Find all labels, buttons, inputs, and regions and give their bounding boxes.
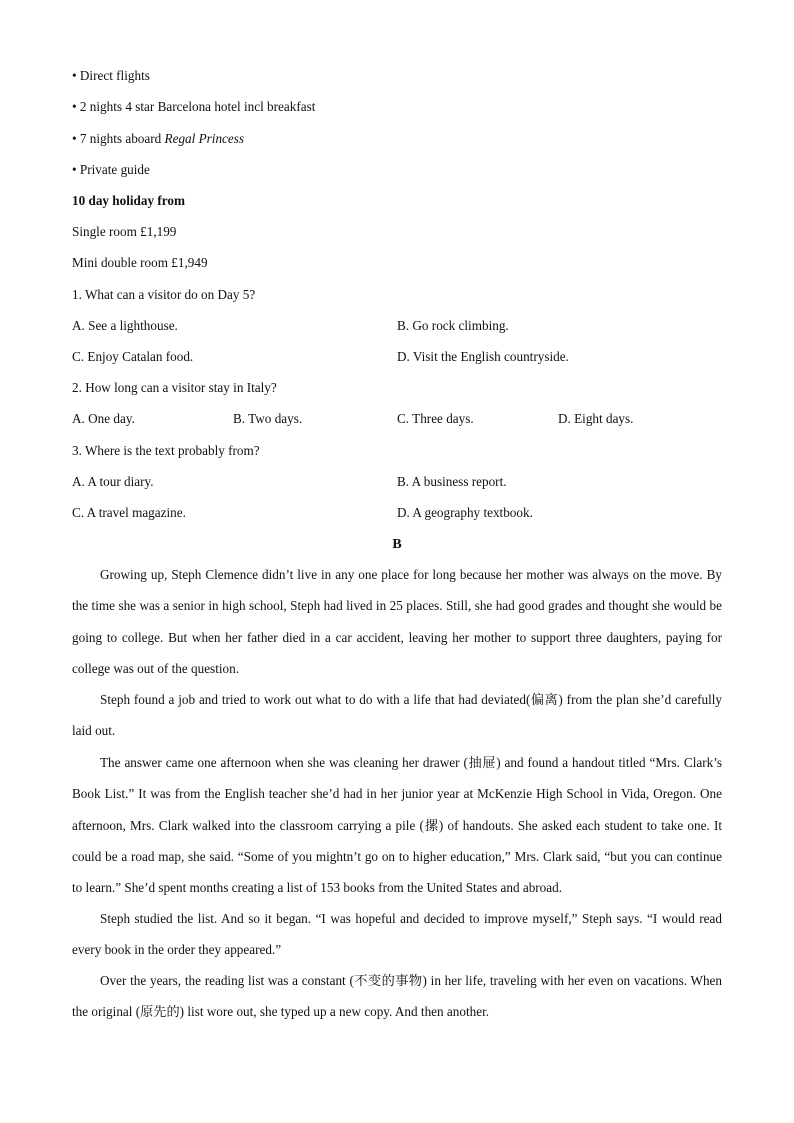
bullet-barcelona-hotel: • 2 nights 4 star Barcelona hotel incl breakfast: [72, 99, 316, 114]
passage-paragraph-3: The answer came one afternoon when she was cleaning her drawer (抽屉) and found a handout titled “Mrs. Clark’s Book List.” It was from the English teacher she’d had in her junior year at McKenzie High School in Vida, Oregon. One afternoon, Mrs. Clark walked into the classroom carrying a pile (摞) of handouts. She asked each student to take one. It could be a road map, she said. “Some of you mightn’t go on to higher education,” Mrs. Clark said, “but you can continue to learn.” She’d spent months creating a list of 153 books from the United States and abroad.: [72, 755, 722, 896]
ship-name: Regal Princess: [164, 131, 245, 146]
passage-paragraph-4: Steph studied the list. And so it began. “I was hopeful and decided to improve myself,” Steph says. “I would read every book in the order they appeared.”: [72, 911, 722, 958]
question-3-option-d: D. A geography textbook.: [397, 505, 533, 520]
bullet-direct-flights: • Direct flights: [72, 68, 150, 83]
question-1-option-d: D. Visit the English countryside.: [397, 349, 569, 364]
section-b-heading: B: [392, 537, 402, 552]
question-2-option-d: D. Eight days.: [558, 411, 634, 426]
passage-paragraph-5: Over the years, the reading list was a constant (不变的事物) in her life, traveling with her even on vacations. When the original (原先的) list wore out, she typed up a new copy. And then another.: [72, 973, 722, 1020]
price-double-room: Mini double room £1,949: [72, 255, 208, 270]
question-3-stem: 3. Where is the text probably from?: [72, 443, 260, 458]
question-2-option-c: C. Three days.: [397, 411, 474, 426]
question-2-option-a: A. One day.: [72, 411, 135, 426]
passage-paragraph-2: Steph found a job and tried to work out what to do with a life that had deviated(偏离) from the plan she’d carefully laid out.: [72, 692, 722, 739]
question-1-option-a: A. See a lighthouse.: [72, 318, 178, 333]
passage-paragraph-1: Growing up, Steph Clemence didn’t live in any one place for long because her mother was always on the move. By the time she was a senior in high school, Steph had lived in 25 places. Still, she had good grades and thought she would be going to college. But when her father died in a car accident, leaving her mother to support three daughters, paying for college was out of the question.: [72, 567, 722, 676]
question-1-option-c: C. Enjoy Catalan food.: [72, 349, 194, 364]
price-single-room: Single room £1,199: [72, 224, 177, 239]
question-3-option-a: A. A tour diary.: [72, 474, 154, 489]
question-3-option-b: B. A business report.: [397, 474, 507, 489]
price-heading: 10 day holiday from: [72, 193, 185, 208]
question-2-stem: 2. How long can a visitor stay in Italy?: [72, 380, 277, 395]
question-1-option-b: B. Go rock climbing.: [397, 318, 509, 333]
bullet-cruise-text: • 7 nights aboard: [72, 131, 165, 146]
question-1-stem: 1. What can a visitor do on Day 5?: [72, 287, 256, 302]
bullet-private-guide: • Private guide: [72, 162, 150, 177]
bullet-cruise-nights: [72, 129, 244, 149]
question-2-option-b: B. Two days.: [233, 411, 303, 426]
question-3-option-c: C. A travel magazine.: [72, 505, 186, 520]
